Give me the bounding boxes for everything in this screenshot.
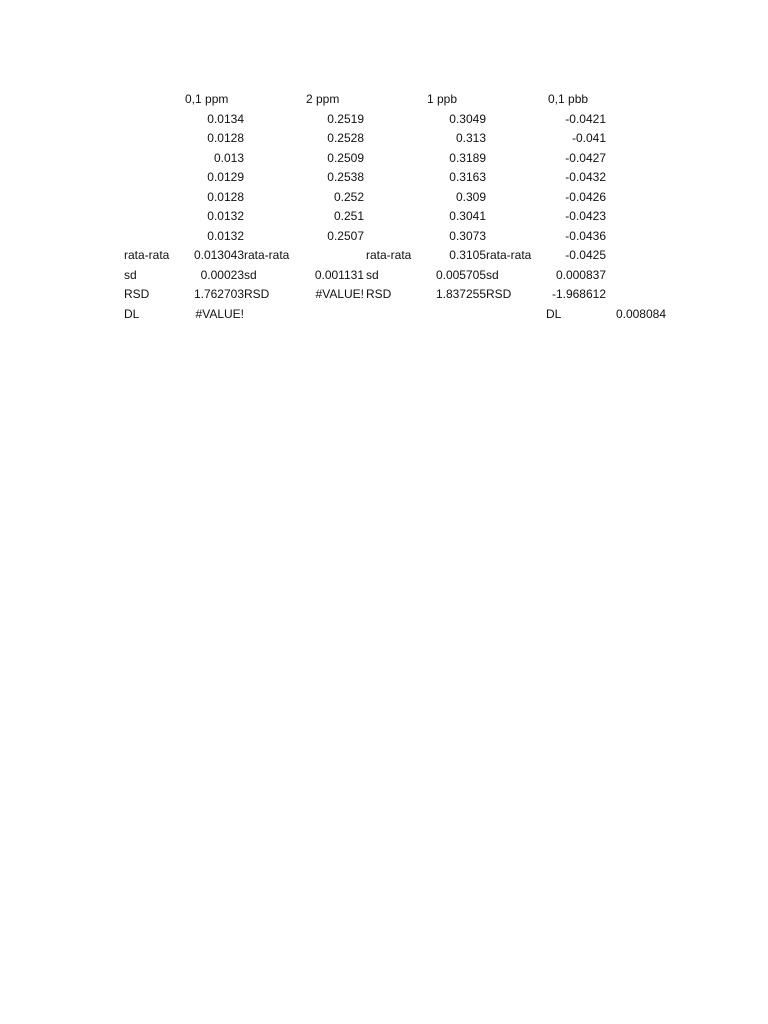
stat-label: DL [124,306,140,321]
data-cell: 0.0128 [207,131,244,145]
stat-label: RSD [366,287,392,301]
data-cell: 0.0134 [207,111,244,126]
column-header: 1 ppb [427,92,458,106]
data-cell: 0.3073 [449,228,486,243]
data-cell: 0.252 [333,189,364,204]
stat-value: 0.000837 [555,267,606,282]
stat-value: 1.837255 [435,287,486,301]
data-cell: -0.041 [571,131,606,145]
stat-value: 0.005705 [435,267,486,282]
stat-label: rata-rata [486,248,532,262]
data-cell: -0.0432 [565,170,606,184]
stat-label: rata-rata [244,248,290,262]
data-cell: -0.0421 [565,111,606,126]
data-cell: 0.2509 [327,150,364,165]
stat-label: rata-rata [124,248,170,262]
stat-value: 0.3105 [449,248,486,262]
data-cell: 0.251 [333,209,364,223]
stat-value: 1.762703 [193,287,244,301]
data-cell: 0.2528 [327,131,364,145]
stat-label: sd [486,267,499,282]
stat-label: rata-rata [366,248,412,262]
stat-value: 0.013043 [193,248,244,262]
stat-label: DL [546,306,562,321]
data-cell: -0.0436 [565,228,606,243]
stat-value: -1.968612 [551,287,606,301]
data-cell: 0.0129 [207,170,244,184]
stat-label: sd [124,267,137,282]
column-header: 2 ppm [306,92,340,106]
stat-value: 0.001131 [314,267,364,282]
stat-value: -0.0425 [565,248,606,262]
stat-label: RSD [486,287,512,301]
stat-label: sd [244,267,257,282]
data-cell: 0.2519 [327,111,364,126]
data-cell: 0.2538 [327,170,364,184]
data-cell: -0.0427 [565,150,606,165]
data-cell: 0.3041 [449,209,486,223]
stat-value: 0.008084 [615,306,666,321]
data-cell: 0.2507 [327,228,364,243]
data-cell: 0.0132 [207,209,244,223]
data-cell: 0.3163 [449,170,486,184]
data-cell: 0.3189 [449,150,486,165]
stat-label: sd [366,267,379,282]
data-cell: 0.0128 [207,189,244,204]
stat-label: RSD [244,287,270,301]
data-cell: 0.013 [213,150,244,165]
stat-label: RSD [124,287,150,301]
stat-value: #VALUE! [195,306,244,321]
data-cell: 0.0132 [207,228,244,243]
stat-value: 0.00023 [200,267,244,282]
data-cell: -0.0426 [565,189,606,204]
data-cell: 0.309 [455,189,486,204]
stat-value: #VALUE! [315,287,364,301]
column-header: 0,1 pbb [548,92,589,106]
data-cell: -0.0423 [565,209,606,223]
column-header: 0,1 ppm [185,92,229,106]
data-cell: 0.3049 [449,111,486,126]
data-cell: 0.313 [455,131,486,145]
